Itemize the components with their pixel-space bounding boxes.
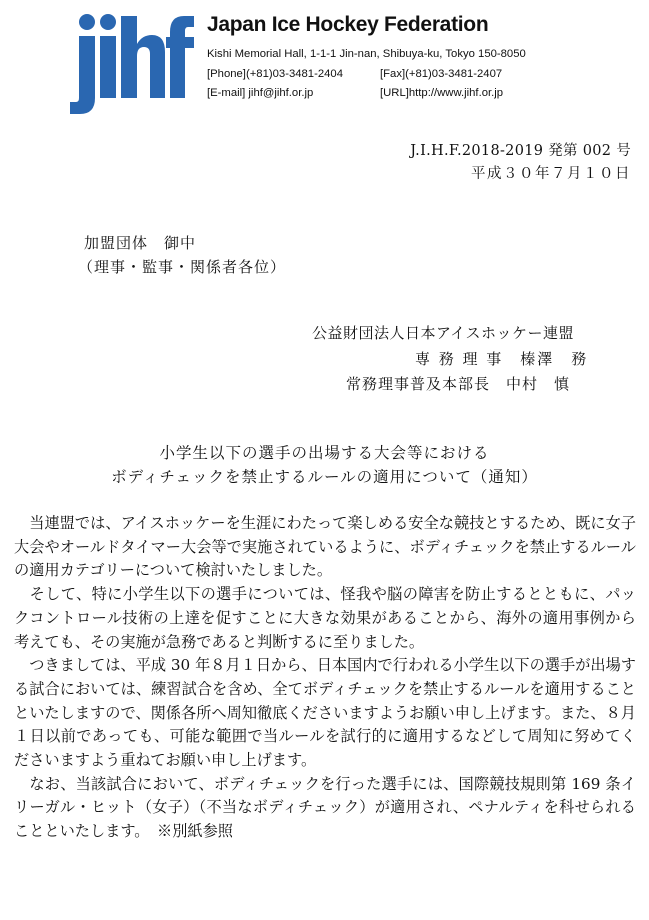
jihf-logo	[66, 12, 196, 116]
document-title-line-1: 小学生以下の選手の出場する大会等における	[159, 444, 490, 462]
document-title-line-2: ボディチェックを禁止するルールの適用について（通知）	[111, 468, 538, 486]
organization-email[interactable]: [E-mail] jihf@jihf.or.jp	[207, 87, 314, 99]
recipient-note: （理事・監事・関係者各位）	[78, 258, 287, 276]
sender-executive-director: 専 務 理 事 榛澤 務	[415, 350, 589, 368]
document-date: 平成３０年７月１０日	[471, 166, 631, 182]
body-paragraph: 当連盟では、アイスホッケーを生涯にわたって楽しめる安全な競技とするため、既に女子大会やオールドタイマー大会等で実施されているように、ボディチェックを禁止するルールの適用カテゴリーについて検討いたしました。	[14, 514, 636, 580]
sender-organization: 公益財団法人日本アイスホッケー連盟	[312, 324, 575, 342]
organization-name: Japan Ice Hockey Federation	[207, 13, 489, 36]
logo-letters	[70, 14, 194, 114]
body-paragraph: なお、当該試合において、ボディチェックを行った選手には、国際競技規則第 169 条イリーガル・ヒット（女子）（不当なボディチェック）が適用され、ペナルティを科せられることといたします。 ※別紙参照	[14, 774, 636, 841]
body-paragraph: そして、特に小学生以下の選手については、怪我や脳の障害を防止するとともに、パックコントロール技術の上達を促すことに大きな効果があることから、海外の適用事例から考えても、その実施が急務であると判断するに至りました。	[14, 585, 636, 651]
recipient: 加盟団体 御中	[84, 234, 197, 252]
sender-managing-director: 常務理事普及本部長 中村 慎	[346, 375, 571, 393]
organization-phone: [Phone](+81)03-3481-2404	[207, 68, 343, 80]
organization-url[interactable]: [URL]http://www.jihf.or.jp	[380, 87, 504, 99]
body-paragraph: つきましては、平成 30 年８月１日から、日本国内で行われる小学生以下の選手が出場する試合においては、練習試合を含め、全てボディチェックを禁止するルールを適用することといたしますので、関係各所へ周知徹底くださいますようお願い申し上げます。また、８月１日以前であっても、可能な範囲で当ルールを試行的に適用するなどして周知に努めてくださいますよう重ねてお願い申し上げます。	[14, 656, 636, 770]
document-body	[14, 512, 636, 844]
organization-fax: [Fax](+81)03-3481-2407	[380, 68, 503, 80]
organization-address: Kishi Memorial Hall, 1-1-1 Jin-nan, Shibuya-ku, Tokyo 150-8050	[207, 48, 526, 60]
document-number: J.I.H.F.2018-2019 発第 002 号	[410, 143, 631, 159]
